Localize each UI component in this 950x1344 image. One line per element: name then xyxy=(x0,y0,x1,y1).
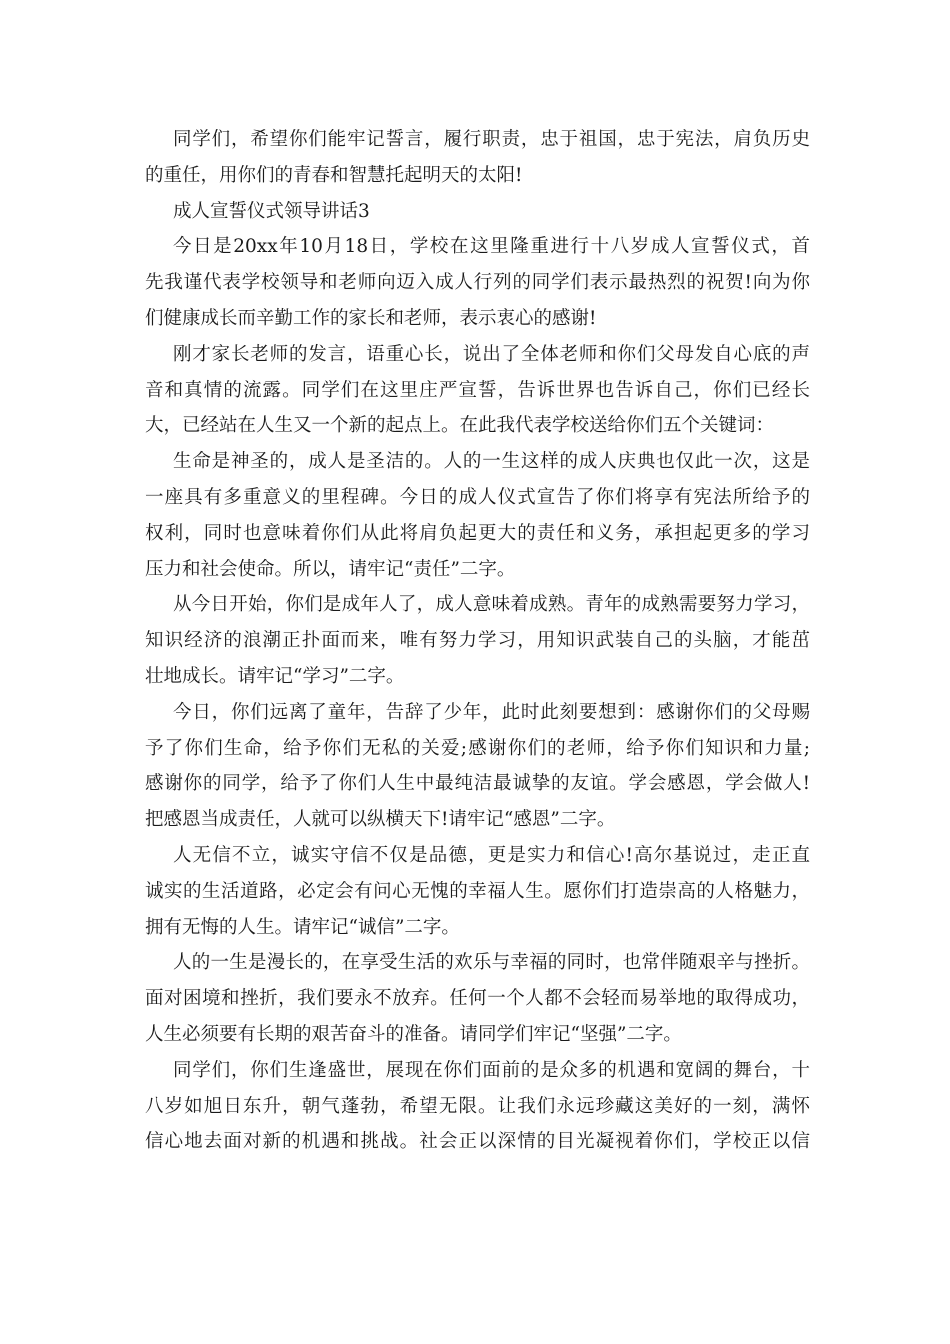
text-line: 生命是神圣的，成人是圣洁的。人的一生这样的成人庆典也仅此一次，这是 xyxy=(173,451,810,473)
text-line: 权利，同时也意味着你们从此将肩负起更大的责任和义务，承担起更多的学习 xyxy=(145,522,810,544)
text-line: 人的一生是漫长的，在享受生活的欢乐与幸福的同时，也常伴随艰辛与挫折。 xyxy=(173,952,810,974)
text-line: 人生必须要有长期的艰苦奋斗的准备。请同学们牢记“坚强”二字。 xyxy=(145,1023,682,1045)
text-line: 把感恩当成责任，人就可以纵横天下!请牢记“感恩”二字。 xyxy=(145,809,616,831)
text-line: 音和真情的流露。同学们在这里庄严宣誓，告诉世界也告诉自己，你们已经长 xyxy=(145,379,810,401)
text-line: 同学们，希望你们能牢记誓言，履行职责，忠于祖国，忠于宪法，肩负历史 xyxy=(173,129,810,150)
text-line: 人无信不立，诚实守信不仅是品德，更是实力和信心!高尔基说过，走正直 xyxy=(173,844,810,866)
text-line: 予了你们生命，给予你们无私的关爱;感谢你们的老师，给予你们知识和力量; xyxy=(145,737,810,759)
text-line: 拥有无悔的人生。请牢记“诚信”二字。 xyxy=(145,916,460,938)
text-line: 信心地去面对新的机遇和挑战。社会正以深情的目光凝视着你们，学校正以信 xyxy=(145,1131,810,1153)
text-line: 们健康成长而辛勤工作的家长和老师，表示衷心的感谢! xyxy=(145,307,597,329)
text-line: 先我谨代表学校领导和老师向迈入成人行列的同学们表示最热烈的祝贺!向为你 xyxy=(145,272,810,294)
text-line: 一座具有多重意义的里程碑。今日的成人仪式宣告了你们将享有宪法所给予的 xyxy=(145,486,810,508)
text-line: 八岁如旭日东升，朝气蓬勃，希望无限。让我们永远珍藏这美好的一刻，满怀 xyxy=(145,1095,810,1117)
text-line: 刚才家长老师的发言，语重心长，说出了全体老师和你们父母发自心底的声 xyxy=(173,343,810,365)
text-line: 成人宣誓仪式领导讲话3 xyxy=(173,200,370,222)
text-line: 诚实的生活道路，必定会有问心无愧的幸福人生。愿你们打造崇高的人格魅力， xyxy=(145,880,810,902)
document-body xyxy=(145,122,810,1160)
text-line: 知识经济的浪潮正扑面而来，唯有努力学习，用知识武装自己的头脑，才能茁 xyxy=(145,630,810,652)
text-line: 面对困境和挫折，我们要永不放弃。任何一个人都不会轻而易举地的取得成功， xyxy=(145,988,810,1010)
text-line: 大，已经站在人生又一个新的起点上。在此我代表学校送给你们五个关键词： xyxy=(145,415,775,437)
text-line: 的重任，用你们的青春和智慧托起明天的太阳! xyxy=(145,164,523,186)
text-line: 压力和社会使命。所以，请牢记“责任”二字。 xyxy=(145,558,516,580)
text-line: 今日，你们远离了童年，告辞了少年，此时此刻要想到：感谢你们的父母赐 xyxy=(173,701,810,723)
text-line: 从今日开始，你们是成年人了，成人意味着成熟。青年的成熟需要努力学习， xyxy=(173,594,810,616)
text-line: 同学们，你们生逢盛世，展现在你们面前的是众多的机遇和宽阔的舞台，十 xyxy=(173,1059,810,1081)
text-line: 感谢你的同学，给予了你们人生中最纯洁最诚挚的友谊。学会感恩，学会做人! xyxy=(145,773,810,795)
text-line: 今日是20xx年10月18日，学校在这里隆重进行十八岁成人宣誓仪式，首 xyxy=(173,236,810,258)
text-line: 壮地成长。请牢记“学习”二字。 xyxy=(145,665,405,687)
